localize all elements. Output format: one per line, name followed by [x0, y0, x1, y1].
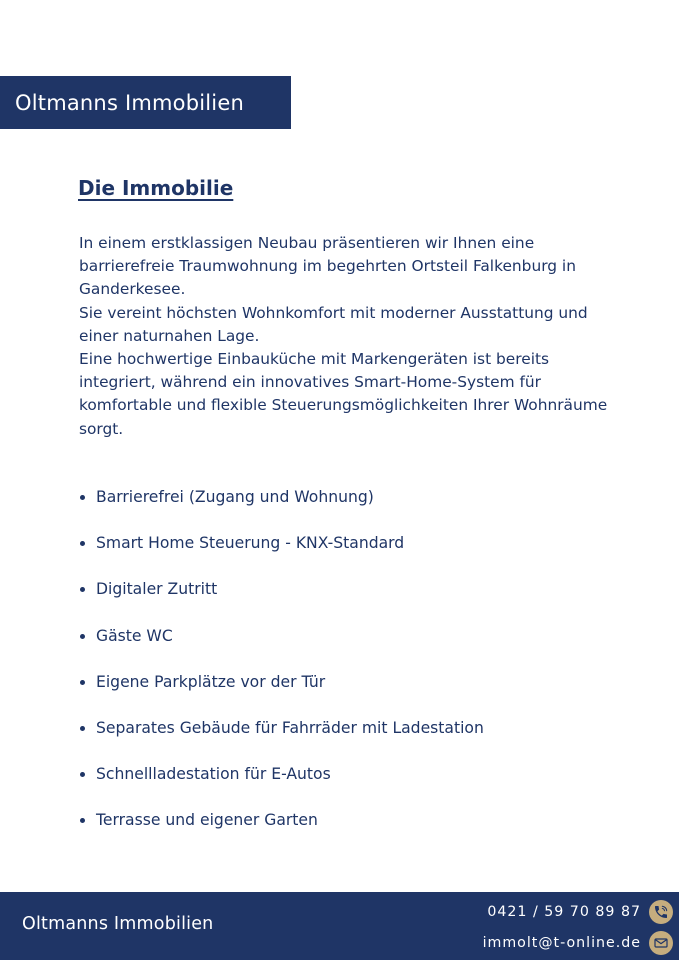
footer [0, 892, 679, 960]
footer-email [483, 931, 673, 955]
header-brand-name: Oltmanns Immobilien [15, 90, 244, 115]
section-title: Die Immobilie [78, 176, 234, 200]
email-address[interactable]: immolt@t-online.de [482, 935, 641, 951]
description-paragraph: Sie vereint höchsten Wohnkomfort mit moderner Ausstattung und einer naturnahen Lage. [79, 303, 588, 345]
envelope-icon [649, 931, 673, 955]
feature-list [79, 485, 484, 855]
feature-item: Smart Home Steuerung - KNX-Standard [79, 531, 484, 577]
phone-number[interactable]: 0421 / 59 70 89 87 [487, 904, 641, 920]
feature-item: Gäste WC [79, 624, 484, 670]
feature-item: Separates Gebäude für Fahrräder mit Ladestation [79, 716, 484, 762]
feature-item: Terrasse und eigener Garten [79, 808, 484, 854]
description-paragraph: Eine hochwertige Einbauküche mit Markengeräten ist bereits integriert, während ein innovatives Smart-Home-System für komfortable und flexible Steuerungsmöglichkeiten Ihrer Wohnräume sorgt. [79, 350, 608, 438]
feature-item: Barrierefrei (Zugang und Wohnung) [79, 485, 484, 531]
feature-item: Eigene Parkplätze vor der Tür [79, 670, 484, 716]
property-description [79, 232, 624, 441]
description-paragraph: In einem erstklassigen Neubau präsentieren wir Ihnen eine barrierefreie Traumwohnung im begehrten Ortsteil Falkenburg in Ganderkesee. [79, 234, 576, 299]
footer-brand-name: Oltmanns Immobilien [22, 914, 214, 934]
feature-item: Digitaler Zutritt [79, 577, 484, 623]
footer-phone [487, 900, 673, 924]
feature-item: Schnellladestation für E-Autos [79, 762, 484, 808]
header-brand-banner [0, 76, 291, 129]
phone-icon [649, 900, 673, 924]
